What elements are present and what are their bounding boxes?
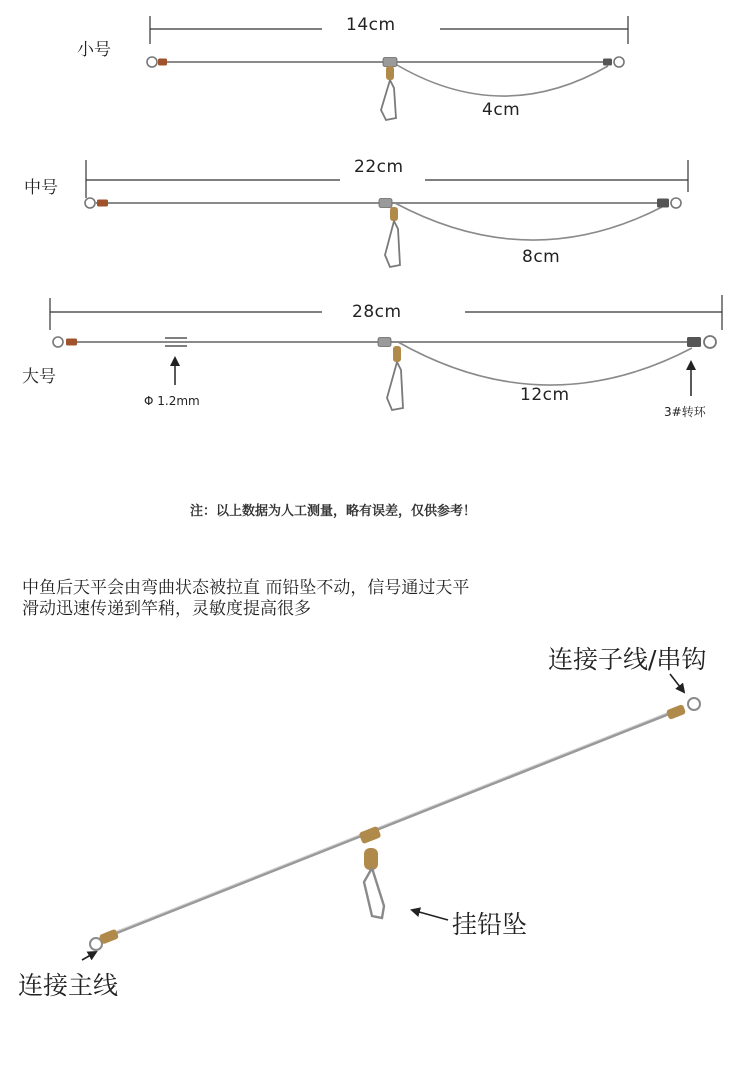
crimp-sleeve-right: [603, 59, 612, 66]
crimp-sleeve-right: [657, 199, 669, 208]
end-ring-left: [85, 198, 95, 208]
end-ring-right: [614, 57, 624, 67]
sinker-arrow: [412, 910, 448, 920]
function-description: 中鱼后天平会由弯曲状态被拉直 而铅坠不动，信号通过天平滑动迅速传递到竿稍，灵敏度提高很多: [22, 578, 470, 619]
sliding-sleeve: [379, 199, 392, 208]
snap-swivel: [385, 207, 400, 267]
callout-sub-line: 连接子线/串钩: [548, 645, 707, 674]
branch-length-medium: 8cm: [522, 247, 561, 267]
end-ring-right: [671, 198, 681, 208]
crimp-sleeve-right: [687, 337, 701, 347]
total-length-large: 28cm: [352, 302, 402, 322]
brass-sleeve-right: [666, 704, 686, 720]
swivel-size-label: 3#转环: [664, 405, 706, 419]
crimp-sleeve-left: [66, 339, 77, 346]
sliding-sleeve: [383, 58, 397, 67]
total-length-small: 14cm: [346, 15, 396, 35]
crimp-sleeve-left: [97, 200, 108, 207]
end-ring-main-line: [90, 938, 102, 950]
snap-swivel: [381, 66, 396, 120]
measurement-note: 注：以上数据为人工测量，略有误差，仅供参考！: [190, 504, 477, 519]
snap-swivel: [387, 346, 403, 410]
branch-length-large: 12cm: [520, 385, 570, 405]
wire-rod: [104, 708, 684, 938]
crimp-sleeve-left: [158, 59, 167, 66]
branch-length-small: 4cm: [482, 100, 521, 120]
end-ring-left: [53, 337, 63, 347]
branch-wire: [398, 342, 692, 385]
sliding-sleeve: [378, 338, 391, 347]
snap-swivel: [364, 848, 384, 918]
branch-wire: [395, 203, 662, 240]
size-label-medium: 中号: [24, 178, 58, 198]
total-length-medium: 22cm: [354, 157, 404, 177]
size-label-small: 小号: [77, 40, 111, 60]
main-line-arrow: [82, 952, 96, 960]
end-ring-sub-line: [688, 698, 700, 710]
end-ring-right: [704, 336, 716, 348]
branch-wire: [392, 62, 608, 96]
brass-sleeve-middle: [358, 826, 381, 845]
wire-diameter-label: Φ 1.2mm: [144, 394, 200, 408]
wire-rod-highlight: [104, 706, 684, 936]
angled-balance-rig: [82, 674, 700, 960]
sub-line-arrow: [670, 674, 684, 692]
size-label-large: 大号: [22, 367, 56, 387]
callout-main-line: 连接主线: [18, 971, 119, 1000]
brass-sleeve-left: [99, 929, 119, 945]
end-ring-left: [147, 57, 157, 67]
callout-sinker: 挂铅坠: [452, 910, 528, 939]
